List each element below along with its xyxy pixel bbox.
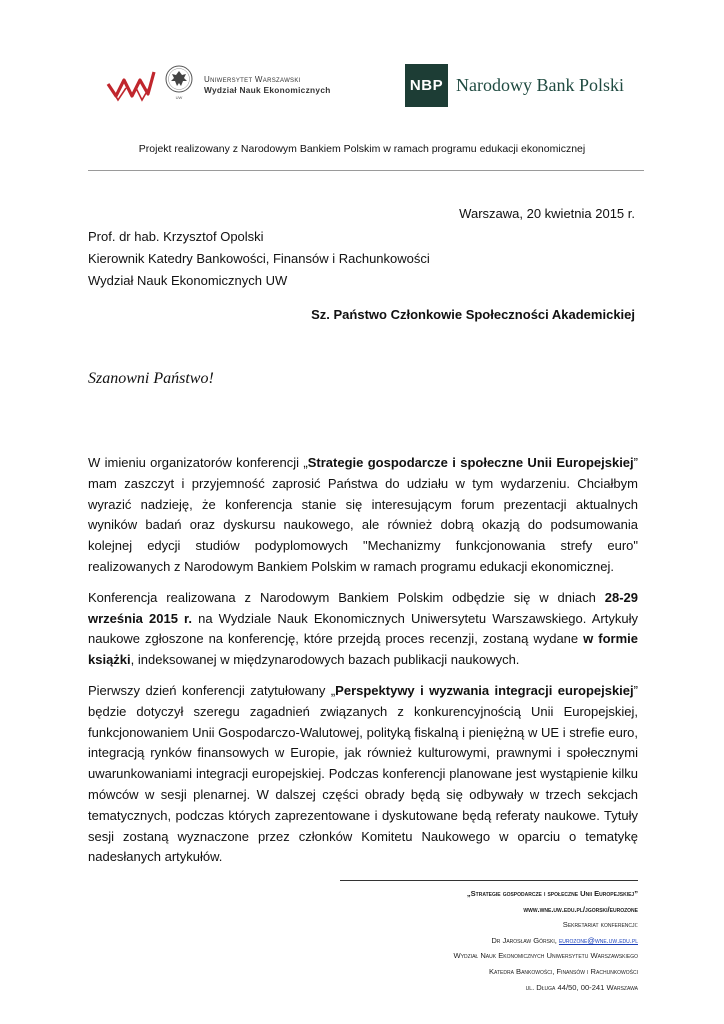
project-line: Projekt realizowany z Narodowym Bankiem Polskim w ramach programu edukacji ekonomicznej [138, 143, 586, 155]
footer-contact [454, 933, 638, 949]
greeting: Szanowni Państwo! [88, 370, 214, 387]
svg-text:UW: UW [175, 95, 183, 100]
email-link[interactable]: eurozone@wne.uw.edu.pl [558, 935, 638, 945]
footer-faculty: Wydział Nauk Ekonomicznych Uniwersytetu Warszawskiego [453, 951, 638, 961]
sender-faculty: Wydział Nauk Ekonomicznych UW [88, 273, 288, 288]
nbp-name: Narodowy Bank Polski [456, 75, 624, 95]
paragraph-1: W imieniu organizatorów konferencji „Strategie gospodarcze i społeczne Unii Europejskiej” mam zaszczyt i przyjemność zaprosić Państwa do udziału w tym wydarzeniu. Chciałbym wyrazić nadzieję, że konferencja stanie się interesującym forum prezentacji aktualnych wyników badań oraz dyskursu naukowego, ale również dobrą okazją do podsumowania kolejnej edycji studiów podyplomowych "Mechanizmy funkcjonowania strefy euro" realizowanych z Narodowym Bankiem Polskim w ramach programu edukacji ekonomicznej. [88, 455, 638, 574]
recipient: Sz. Państwo Członkowie Społeczności Akademickiej [311, 307, 635, 322]
paragraph-2: Konferencja realizowana z Narodowym Bankiem Polskim odbędzie się w dniach 28-29 września 2015 r. na Wydziale Nauk Ekonomicznych Uniwersytetu Warszawskiego. Artykuły naukowe zgłoszone na konferencję, które przejdą proces recenzji, zostaną wydane w formie książki, indeksowanej w międzynarodowych bazach publikacji naukowych. [88, 589, 638, 668]
paragraph-3: Pierwszy dzień konferencji zatytułowany „Perspektywy i wyzwania integracji europejskiej” będzie dotyczył szeregu zagadnień związanych z konkurencyjnością Unii Europejskiej, funkcjonowaniem Unii Gospodarczo-Walutowej, polityką fiskalną i pieniężną w UE i strefie euro, integracją rynków finansowych w Europie, jak również kulturowymi, prawnymi i społecznymi uwarunkowaniami integracji europejskiej. Podczas konferencji planowane jest wystąpienie kilku mówców w sesji plenarnej. W dalszej części obrady będą się odbywały w trzech sekcjach tematycznych, podczas których zaprezentowane i dyskutowane będą referaty naukowe. Tytuły sesji zostaną wyznaczone przez członków Komitetu Naukowego w oparciu o tematykę nadesłanych artykułów. [88, 682, 638, 865]
letter-body [88, 453, 638, 878]
contact-name: Dr Jarosław Górski, [491, 935, 559, 945]
letter-date: Warszawa, 20 kwietnia 2015 r. [459, 206, 635, 221]
footer-department: Katedra Bankowości, Finansów i Rachunkowości [488, 966, 638, 976]
header-divider [88, 170, 644, 171]
footer-secretariat: Sekretariat konferencji: [562, 920, 638, 930]
sender-block [88, 226, 430, 292]
sender-name: Prof. dr hab. Krzysztof Opolski [88, 229, 264, 244]
university-name: Uniwersytet Warszawski [204, 75, 301, 84]
sender-position: Kierownik Katedry Bankowości, Finansów i Rachunkowości [88, 251, 430, 266]
wne-logo-icon [106, 66, 156, 106]
faculty-name: Wydział Nauk Ekonomicznych [204, 85, 331, 95]
nbp-logo: NBP [405, 64, 448, 107]
footer-url[interactable]: www.wne.uw.edu.pl/jgorski/eurozone [523, 904, 638, 914]
footer-address: ul. Długa 44/50, 00-241 Warszawa [525, 982, 638, 992]
footer [454, 886, 638, 995]
uw-name [204, 74, 331, 96]
footer-divider [340, 880, 638, 881]
footer-conference-title: „Strategie gospodarcze i społeczne Unii Europejskiej” [466, 889, 638, 898]
uw-eagle-emblem-icon [164, 64, 194, 102]
